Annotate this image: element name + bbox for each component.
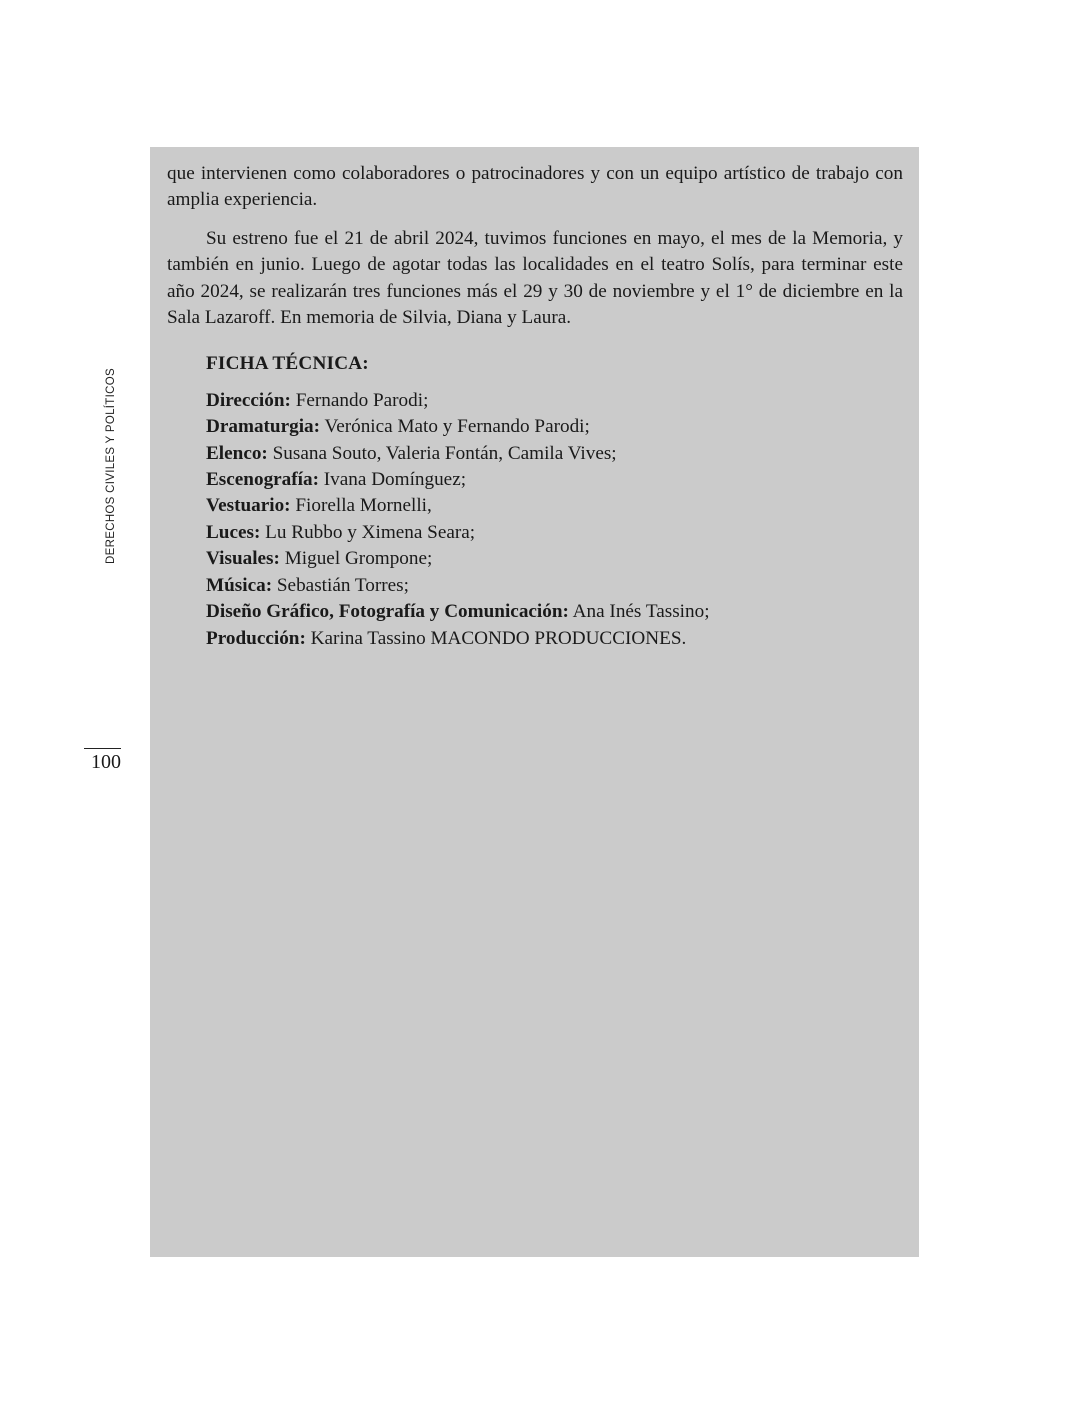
credit-value: Karina Tassino MACONDO PRODUCCIONES. xyxy=(305,627,687,649)
ficha-title: FICHA TÉCNICA: xyxy=(206,353,369,375)
credit-value: Ivana Domínguez; xyxy=(318,469,467,491)
credit-line xyxy=(206,626,903,652)
credit-role: Visuales: xyxy=(206,548,280,570)
credit-value: Miguel Grompone; xyxy=(279,548,433,570)
credit-line xyxy=(206,388,903,414)
body-paragraph-1: que intervienen como colaboradores o patrocinadores y con un equipo artístico de trabajo con amplia experiencia. xyxy=(167,163,903,211)
credit-line xyxy=(206,546,903,572)
credit-role: Música: xyxy=(206,574,273,596)
credit-role: Diseño Gráfico, Fotografía y Comunicación: xyxy=(206,601,569,623)
body-paragraph-2: Su estreno fue el 21 de abril 2024, tuvimos funciones en mayo, el mes de la Memoria, y también en junio. Luego de agotar todas las localidades en el teatro Solís, para terminar este año 2024, se realizarán tres funciones más el 29 y 30 de noviembre y el 1° de diciembre en la Sala Lazaroff. En memoria de Silvia, Diana y Laura. xyxy=(167,227,903,329)
credit-role: Escenografía: xyxy=(206,469,319,491)
ficha-tecnica xyxy=(167,351,903,651)
credit-role: Producción: xyxy=(206,627,306,649)
credit-line xyxy=(206,467,903,493)
credit-value: Verónica Mato y Fernando Parodi; xyxy=(320,416,590,438)
credit-line xyxy=(206,414,903,440)
page-number-rule xyxy=(84,748,121,749)
credit-role: Dramaturgia: xyxy=(206,416,321,438)
page-number: 100 xyxy=(91,751,121,773)
credit-line xyxy=(206,573,903,599)
credit-value: Sebastián Torres; xyxy=(272,574,409,596)
running-head: DERECHOS CIVILES Y POLÍTICOS xyxy=(105,368,117,564)
credit-role: Vestuario: xyxy=(206,495,291,517)
credit-value: Fernando Parodi; xyxy=(290,389,429,411)
credit-line xyxy=(206,441,903,467)
credit-value: Fiorella Mornelli, xyxy=(290,495,432,517)
credit-value: Susana Souto, Valeria Fontán, Camila Vives; xyxy=(267,442,617,464)
credit-role: Luces: xyxy=(206,521,261,543)
credit-line xyxy=(206,520,903,546)
credit-line xyxy=(206,599,903,625)
credit-role: Elenco: xyxy=(206,442,268,464)
credit-line xyxy=(206,493,903,519)
article-body xyxy=(167,161,903,652)
credit-value: Ana Inés Tassino; xyxy=(568,601,710,623)
credit-value: Lu Rubbo y Ximena Seara; xyxy=(260,521,476,543)
credit-role: Dirección: xyxy=(206,389,291,411)
